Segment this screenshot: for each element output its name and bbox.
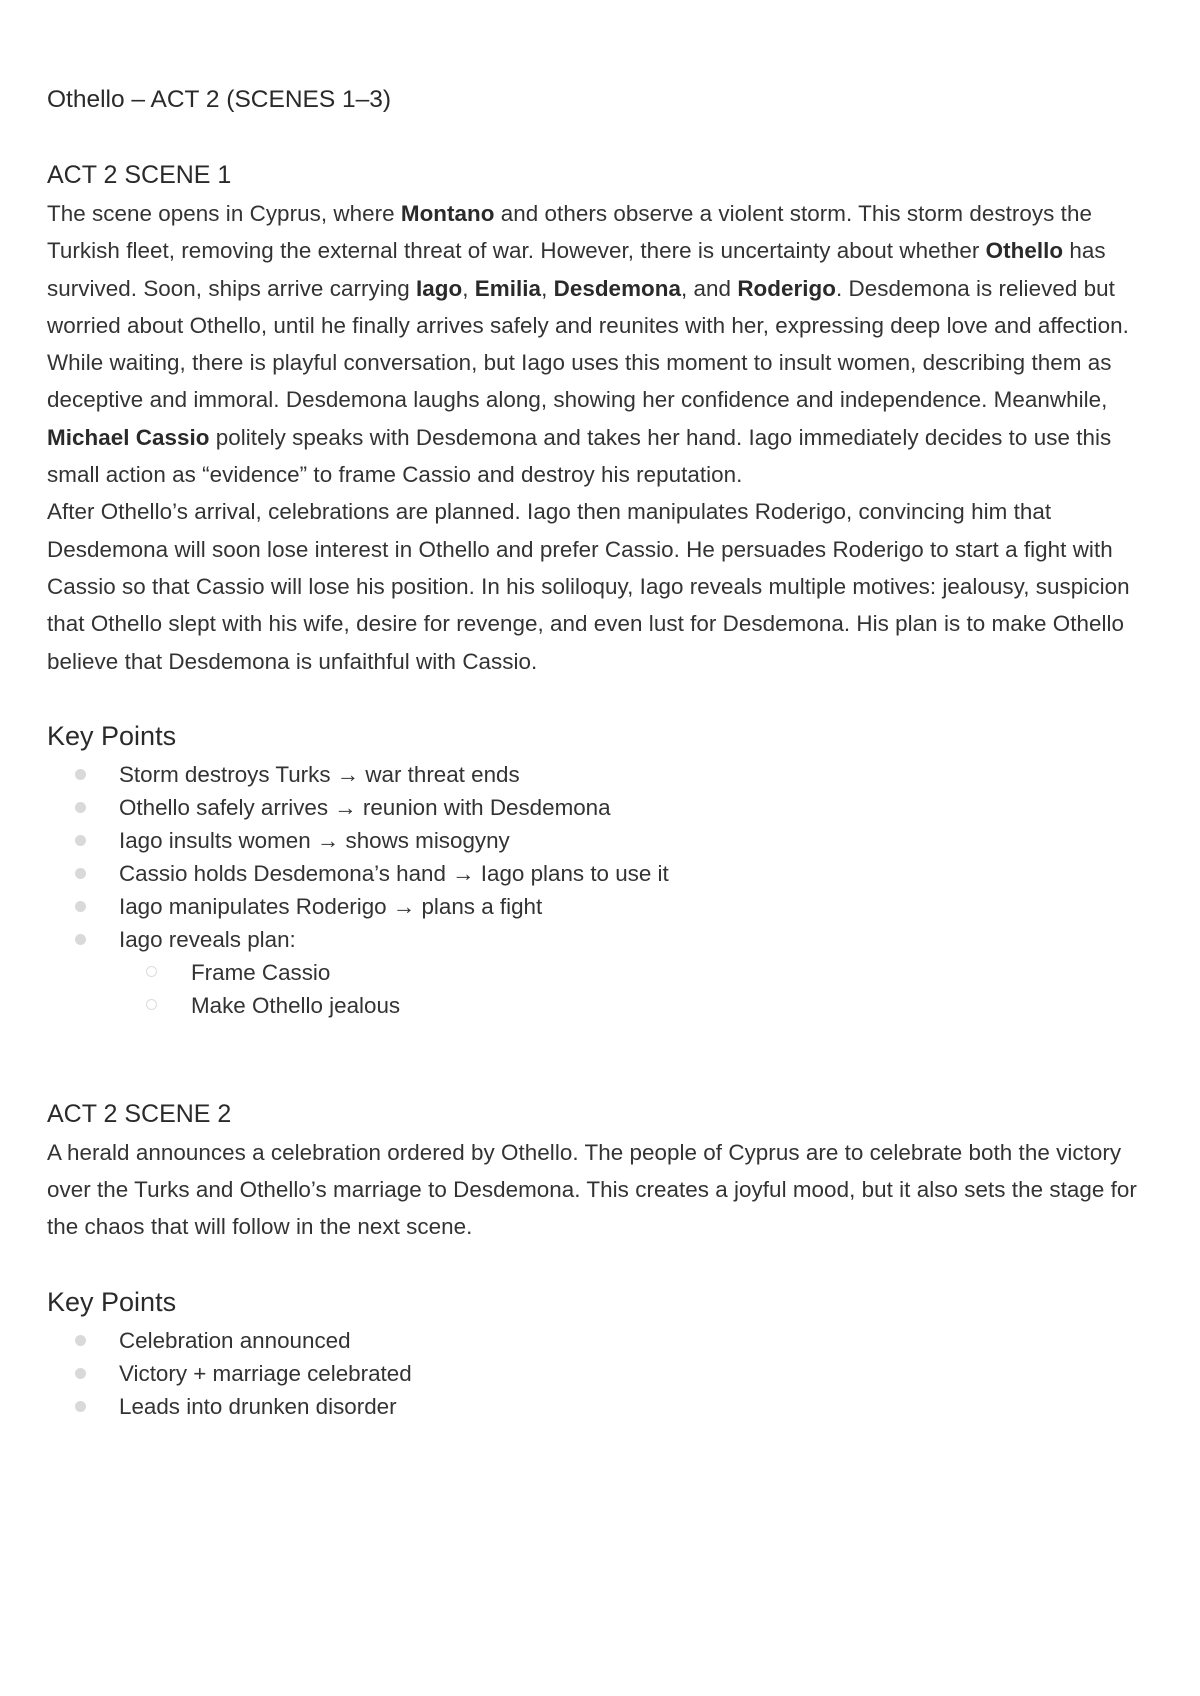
list-item-text: Victory + marriage celebrated [119, 1360, 412, 1386]
list-item [47, 1357, 1156, 1390]
list-item [47, 1390, 1156, 1423]
list-item-text: Iago reveals plan: [119, 926, 296, 952]
text-run: has survived. Soon, ships arrive carrying [47, 238, 1106, 301]
list-item [47, 758, 1156, 791]
list-item-text: Iago insults women → shows misogyny [119, 827, 510, 853]
document-title: Othello – ACT 2 (SCENES 1–3) [47, 86, 392, 113]
scene-2-heading: ACT 2 SCENE 2 [47, 1099, 232, 1128]
sub-list-item [119, 989, 1156, 1022]
hollow-bullet-icon [146, 999, 157, 1010]
list-item [47, 824, 1156, 857]
bullet-icon [75, 868, 86, 879]
scene-2-key-points-heading: Key Points [47, 1286, 177, 1317]
character-name-montano: Montano [400, 201, 495, 226]
bullet-icon [75, 1368, 86, 1379]
sub-list-item-text: Frame Cassio [191, 959, 331, 985]
text-run: , [541, 275, 554, 301]
scene-1-paragraph-3: After Othello’s arrival, celebrations are planned. Iago then manipulates Roderigo, convincing him that Desdemona will soon lose interest in Othello and prefer Cassio. He persuades Roderigo to start a fight with Cassio so that Cassio will lose his position. In his soliloquy, Iago reveals multiple motives: jealousy, suspicion that Othello slept with his wife, desire for revenge, and even lust for Desdemona. His plan is to make Othello believe that Desdemona is unfaithful with Cassio. [47, 499, 1130, 674]
scene-2-paragraph-1: A herald announces a celebration ordered by Othello. The people of Cyprus are to celebrate both the victory over the Turks and Othello’s marriage to Desdemona. This creates a joyful mood, but it also sets the stage for the chaos that will follow in the next scene. [47, 1139, 1137, 1240]
bullet-icon [75, 802, 86, 813]
text-run: . Desdemona is relieved but worried about Othello, until he finally arrives safely and reunites with her, expressing deep love and affection. [47, 275, 1129, 338]
hollow-bullet-icon [146, 966, 157, 977]
list-item-text: Othello safely arrives → reunion with Desdemona [119, 794, 611, 820]
list-item-text: Leads into drunken disorder [119, 1393, 397, 1419]
character-name-roderigo: Roderigo [737, 275, 836, 301]
text-run: , and [680, 275, 738, 301]
scene-1-section [47, 155, 1156, 1022]
list-item-text: Iago manipulates Roderigo → plans a fight [119, 893, 543, 919]
text-run: , [462, 275, 475, 301]
bullet-icon [75, 835, 86, 846]
character-name-desdemona: Desdemona [553, 275, 681, 301]
character-name-othello: Othello [985, 238, 1064, 264]
scene-1-key-points-list [47, 758, 1156, 1022]
sub-list-item [119, 956, 1156, 989]
text-run: The scene opens in Cyprus, where [47, 201, 401, 226]
sub-list-item-text: Make Othello jealous [191, 992, 401, 1018]
character-name-iago: Iago [416, 275, 463, 301]
list-item [47, 890, 1156, 923]
sub-points-list [119, 956, 1156, 1022]
bullet-icon [75, 1401, 86, 1412]
character-name-emilia: Emilia [474, 275, 542, 301]
scene-1-paragraph-2 [47, 344, 1156, 493]
bullet-icon [75, 901, 86, 912]
bullet-icon [75, 934, 86, 945]
scene-1-heading: ACT 2 SCENE 1 [47, 161, 232, 189]
list-item [47, 923, 1156, 1022]
list-item-text: Cassio holds Desdemona’s hand → Iago plans to use it [119, 860, 669, 886]
bullet-icon [75, 769, 86, 780]
scene-2-section [47, 1094, 1156, 1423]
list-item-text: Storm destroys Turks → war threat ends [119, 761, 520, 787]
text-run: While waiting, there is playful conversation, but Iago uses this moment to insult women, describing them as deceptive and immoral. Desdemona laughs along, showing her confidence and independence. Meanwhile, [47, 350, 1112, 413]
scene-1-key-points-heading: Key Points [47, 720, 177, 751]
text-run: and others observe a violent storm. This storm destroys the Turkish fleet, removing the external threat of war. However, there is uncertainty about whether [47, 201, 1092, 264]
scene-1-paragraph-1 [47, 195, 1156, 344]
list-item [47, 857, 1156, 890]
scene-2-key-points-list [47, 1324, 1156, 1423]
list-item-text: Celebration announced [119, 1327, 351, 1353]
bullet-icon [75, 1335, 86, 1346]
character-name-michael-cassio: Michael Cassio [47, 424, 210, 450]
list-item [47, 1324, 1156, 1357]
text-run: politely speaks with Desdemona and takes her hand. Iago immediately decides to use this small action as “evidence” to frame Cassio and destroy his reputation. [47, 424, 1112, 488]
list-item [47, 791, 1156, 824]
